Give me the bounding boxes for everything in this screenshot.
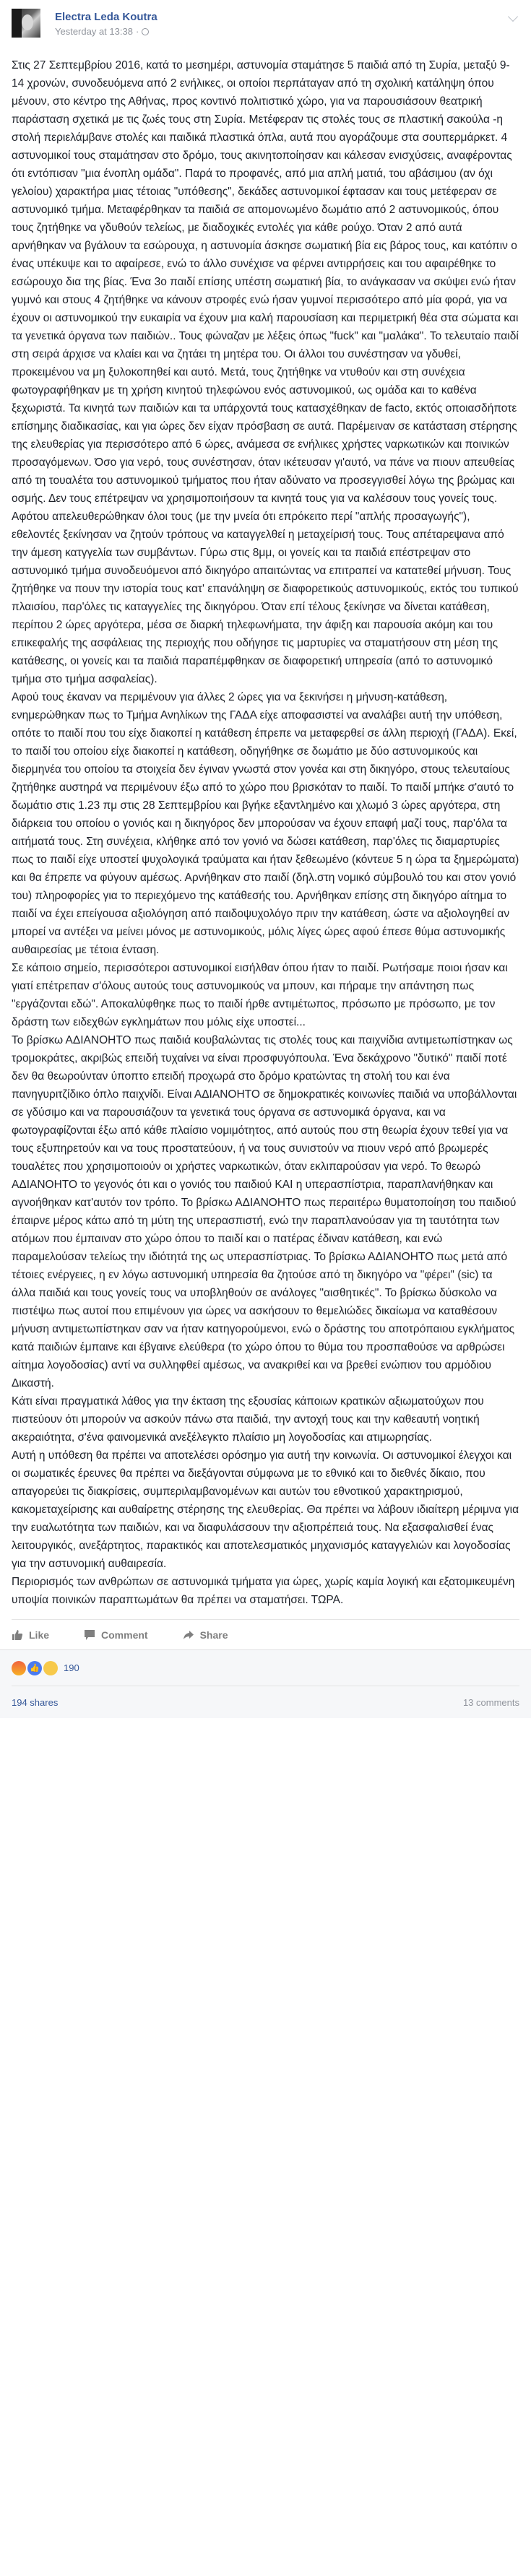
like-reaction-icon: 👍 [27, 1661, 42, 1675]
like-button[interactable] [12, 1629, 49, 1641]
post-footer [0, 1649, 531, 1718]
stats-row [12, 1686, 519, 1718]
share-label: Share [199, 1629, 228, 1641]
post-paragraph: Περιορισμός των ανθρώπων σε αστυνομικά τμήματα για ώρες, χωρίς καμία λογική και εξατομικευμένη υποψία ποινικών παραπτωμάτων θα πρέπει να σταματήσει. ΤΩΡΑ. [12, 1576, 515, 1606]
share-arrow-icon [183, 1629, 194, 1641]
timestamp-row [55, 25, 157, 38]
chevron-down-icon[interactable] [508, 12, 518, 22]
comments-link[interactable]: 13 comments [462, 1696, 519, 1708]
timestamp[interactable]: Yesterday at 13:38 [55, 26, 133, 37]
post-paragraph: Αφού τους έκαναν να περιμένουν για άλλες 2 ώρες για να ξεκινήσει η μήνυση-κατάθεση, ενημερώθηκαν πως το Τμήμα Ανηλίκων της ΓΑΔΑ είχε αποφασιστεί να αναλάβει αυτή την υπόθεση, οπότε το παιδί που του είχε διακοπεί η κατάθεση έπρεπε να μεταφερθεί σε άλλη περιοχή (ΓΑΔΑ). Εκεί, το παιδί του οποίου είχε διακοπεί η κατάθεση, οδηγήθηκε σε δωμάτιο με δύο αστυνομικούς και διερμηνέα του οποίου τα στοιχεία δεν έγιναν γνωστά στον γονέα και στη δικηγόρο, στους τελευταίους ζητήθηκε αυστηρά να περιμένουν έξω από το χώρο που βρισκόταν το παιδί. Το παιδί μπήκε σ'αυτό το δωμάτιο στις 1.23 πμ στις 28 Σεπτεμβρίου και βγήκε εξαντλημένο και χλωμό 3 ώρες αργότερα, στη διάρκεια του οποίου ο γονιός και η δικηγόρος δεν μπορούσαν να έχουν επαφή μαζί τους, παρ'όλα τα αιτήματά τους. Στη συνέχεια, κλήθηκε από τον γονιό να δώσει κατάθεση, παρ'όλες τις διαμαρτυρίες πως το παιδί είχε υποστεί ψυχολογικά τραύματα και ήταν ξεθεωμένο (κόντευε 5 η ώρα τα ξημερώματα) και θα έπρεπε να φύγουν αμέσως. Αρνήθηκαν στο παιδί (δηλ.στη νομικό σύμβουλό του και στον γονιό του) πληροφορίες για το περιεχόμενο της κατάθεσής του. Αρνήθηκαν επίσης στη δικηγόρο αίτημα το παιδί να έχει επείγουσα αξιολόγηση από παιδοψυχολόγο πριν την κατάθεση, ώστε να αξιολογηθεί αν μπορεί να αντέξει να μείνει μόνος με αστυνομικούς, μόλις λίγες ώρες αφού έπεσε θύμα αστυνομικής αυθαιρεσίας με τέτοια ένταση. [12, 691, 519, 956]
separator: · [135, 26, 139, 37]
sad-reaction-icon [43, 1661, 58, 1675]
globe-privacy-icon[interactable] [142, 28, 149, 35]
thumbs-up-icon [12, 1629, 23, 1641]
reaction-count[interactable]: 190 [64, 1662, 79, 1673]
author-avatar[interactable] [12, 9, 40, 38]
share-button[interactable] [183, 1629, 228, 1641]
post-paragraph: Το βρίσκω ΑΔΙΑΝΟΗΤΟ πως παιδιά κουβαλώντας τις στολές τους και παιχνίδια αντιμετωπίστηκαν ως τρομοκράτες, ακριβώς επειδή τυχαίνει να είναι προσφυγόπουλα. Ένα δεκάχρονο "δυτικό" παιδί ποτέ δεν θα θεωρούνταν ύποπτο επειδή προχωρά στο δρόμο κρατώντας τη στολή του και ένα πανηγυριτζίδικο όπλο παιχνίδι. Είναι ΑΔΙΑΝΟΗΤΟ σε δημοκρατικές κοινωνίες παιδιά να υποβάλλονται σε γδύσιμο και να παρουσιάζουν τα γενετικά τους όργανα σε αστυνομικά όργανα, και να φωτογραφίζονται έξω από κάθε πλαίσιο νομιμότητος, από αυτούς που στη θεωρία έχουν τεθεί για να τους εξυπηρετούν και να τους προστατεύουν, ή να τους συνιστούν να πιουν νερό από βρωμερές τουαλέτες που χρησιμοποιούν οι χρήστες ναρκωτικών, όταν εκλιπαρούσαν για νερό. Το θεωρώ ΑΔΙΑΝΟΗΤΟ το γεγονός ότι και ο γονιός του παιδιού ΚΑΙ η υπερασπίστρια, παραπλανήθηκαν και αγνοήθηκαν κατ'αυτόν τον τρόπο. Το βρίσκω ΑΔΙΑΝΟΗΤΟ πως περαιτέρω θυματοποίηση του παιδιού έπαιρνε μέρος κάτω από τη μύτη της υπερασπιστή, ενώ την παραπλανούσαν για τη ταυτότητα των ατόμων που έμπαιναν στο χώρο όπου το παιδί και ο πατέρας έδιναν κατάθεση, και ενώ παραμελούσαν τελείως την ιδιότητά της ως υπερασπίστριας. Το βρίσκω ΑΔΙΑΝΟΗΤΟ πως μετά από τέτοιες ενέργειες, η εν λόγω αστυνομική υπηρεσία θα ζητούσε από τη δικηγόρο να "φέρει" (sic) τα άλλα παιδιά και τους γονείς τους να υποβληθούν σε ανάλογες "αισθητικές". Το βρίσκω δύσκολο να πιστέψω πως αυτοί που επιμένουν για ώρες να ασκήσουν το θεμελιώδες δικαίωμα να καταθέσουν μήνυση αντιμετωπίστηκαν σαν να ήταν κατηγορούμενοι, ενώ ο δράστης του αποτρόπαιου εγκλήματος κατά παιδιών έμπαινε και έβγαινε ελεύθερα (το χώρο όπου το θύμα του προσπαθούσε να αρθρώσει αίτημα λογοδοσίας) αντί να συλληφθεί αμέσως, να ανακριθεί και να βρεθεί ενώπιον του αρμόδιου Δικαστή. [12, 1034, 517, 1389]
post-paragraph: Στις 27 Σεπτεμβρίου 2016, κατά το μεσημέρι, αστυνομία σταμάτησε 5 παιδιά από τη Συρία, μεταξύ 9-14 χρονών, συνοδευόμενα από 2 ενήλικες, οι οποίοι περπάταγαν από τη σχολική κατάληψη όπου μένουν, στο κέντρο της Αθήνας, προς κοντινό πολιτιστικό χώρο, για να παρουσιάσουν θεατρική παράσταση σχετικά με τις ζωές τους στη Συρία. Μετέφεραν τις στολές τους σε πλαστική σακούλα -η στολή περιελάμβανε στολές και παιδικά πλαστικά όπλα, αυτά που αγοράζουμε στα σουπερμάρκετ. 4 αστυνομικοί τους σταμάτησαν στο δρόμο, τους ακινητοποίησαν και κάλεσαν ενισχύσεις, αναφέροντας ότι εντόπισαν "μια ένοπλη ομάδα". Παρά το προφανές, από μια απλή ματιά, του αβάσιμου (αν όχι γελοίου) χαρακτήρα μιας τέτοιας "υπόθεσης", δεκάδες αστυνομικοί έφτασαν και τους μετέφεραν σε αστυνομικό τμήμα. Μεταφέρθηκαν τα παιδιά σε απομονωμένο δωμάτιο από 2 αστυνομικούς, όπου τους ζητήθηκε να γδυθούν τελείως, με διαδοχικές εντολές για κάθε ρούχο. Όταν 2 από αυτά αρνήθηκαν να βγάλουν τα εσώρουχα, η αστυνομία άσκησε σωματική βία εις βάρος τους, και κατόπιν ο ένας υπέκυψε και το αφαίρεσε, ενώ το άλλο συνέχισε να φέρνει αντιρρήσεις και του αφαιρέθηκε το εσώρουχο δια της βίας. Ένα 3ο παιδί επίσης υπέστη σωματική βία, το ανάγκασαν να σκύψει ενώ ήταν γυμνό και στους 4 ζητήθηκε να κάνουν στροφές ενώ ήσαν γυμνοί περισσότερο από μία φορά, για να έχουν οι αστυνομικού την ευκαιρία να έχουν μια καλή παρουσίαση και περιμετρική θέα στα σώματα και τα γενετικά όργανα των παιδιών.. Τους φώναζαν με λέξεις όπως "fuck" και "μαλάκα". Το τελευταίο παιδί στη σειρά άρχισε να κλαίει και να ζητάει τη μητέρα του. Οι άλλοι του συνέστησαν να γδυθεί, προκειμένου να μη ξυλοκοπηθεί και αυτό. Μετά, τους ζητήθηκε να ντυθούν και στη συνέχεια φωτογραφήθηκαν με τη χρήση κινητού τηλεφώνου ενός αστυνομικού, ως ομάδα και το καθένα ξεχωριστά. Τα κινητά των παιδιών και τα υπάρχοντά τους κατασχέθηκαν de facto, εκτός οποιασδήποτε επίσημης διαδικασίας, και για ώρες δεν είχαν πρόσβαση σε αυτά. Παρέμειναν σε κατάσταση στέρησης της ελευθερίας για περισσότερο από 6 ώρες, ανάμεσα σε ενήλικες χρήστες ναρκωτικών και ποινικών προσαγόμενων. Όσο για νερό, τους συνέστησαν, όταν ικέτευσαν γι'αυτό, να πάνε να πιουν απευθείας από τη τουαλέτα του αστυνομικού τμήματος που ήταν αδύνατο να προσεγγισθεί λόγω της βρώμας και οσμής. Δεν τους επέτρεψαν να χρησιμοποιήσουν τα κινητά τους για να καλέσουν τους γονείς τους. [12, 59, 519, 505]
post-header [0, 0, 531, 56]
shares-link[interactable]: 194 shares [12, 1696, 59, 1708]
post-paragraph: Αυτή η υπόθεση θα πρέπει να αποτελέσει ορόσημο για αυτή την κοινωνία. Οι αστυνομικοί έλεγχοι και οι σωματικές έρευνες θα πρέπει να διεξάγονται σύμφωνα με το εθνικό και το διεθνές δίκαιο, που απαγορεύει τις διακρίσεις, συμπεριλαμβανομένων και αυτών του εθνοτικού χαρακτηρισμού, κακομεταχείρισης και αυθαίρετης στέρησης της ελευθερίας. Θα πρέπει να λάβουν ιδιαίτερη μέριμνα για την ευαλωτότητα των παιδιών, και να διαφυλάσσουν την αξιοπρέπειά τους. Να εξασφαλισθεί ένας λειτουργικός, ανεξάρτητος, παρακτικός και αποτελεσματικός μηχανισμός καταγγελιών και λογοδοσίας για την αστυνομική αυθαιρεσία. [12, 1449, 519, 1570]
reactions-row[interactable] [12, 1650, 519, 1686]
post-meta [55, 9, 157, 56]
comment-button[interactable] [84, 1629, 148, 1641]
post-body [0, 56, 531, 1609]
post-paragraph: Κάτι είναι πραγματικά λάθος για την έκταση της εξουσίας κάποιων κρατικών αξιωματούχων που πιστεύουν ότι μπορούν να ασκούν πάνω στα παιδιά, την αντοχή τους και την καθεαυτή νοητική ακεραιότητα, σ'ένα φαινομενικά ανεξέλεγκτο πλαίσιο μη λογοδοσίας και ατιμωρησίας. [12, 1395, 484, 1444]
post-paragraph: Σε κάποιο σημείο, περισσότεροι αστυνομικοί εισήλθαν όπου ήταν το παιδί. Ρωτήσαμε ποιοι ήσαν και γιατί επέτρεπαν σ'όλους αυτούς τους αστυνομικούς να μπουν, και πήραμε την απάντηση πως "εργάζονται εδώ". Αποκαλύφθηκε πως το παιδί ήρθε αντιμέτωπος, πρόσωπο με πρόσωπο, με τον δράστη των ειδεχθών εγκλημάτων που μόλις είχε υποστεί... [12, 962, 508, 1028]
comment-bubble-icon [84, 1629, 95, 1641]
angry-reaction-icon [12, 1661, 26, 1675]
author-name-link[interactable]: Electra Leda Koutra [55, 11, 157, 23]
comment-label: Comment [101, 1629, 148, 1641]
post-paragraph: Αφότου απελευθερώθηκαν όλοι τους (με την μνεία ότι επρόκειτο περί "απλής προσαγωγής"), εθελοντές ξεκίνησαν να ζητούν τρόπους να καταγγελθεί η μεταχείρισή τους. Τους απέταρεψανα από την άμεση κατγγελία των συμβάντων. Γύρω στις 8μμ, οι γονείς και τα παιδιά επέστρεψαν στο αστυνομικό τμήμα συνοδευόμενοι από δικηγόρο απαιτώντας να επιτραπεί να κατατεθεί μήνυση. Τους ζητήθηκε να πουν την ιστορία τους κατ' επανάληψη σε διαφορετικούς αστυνομικούς, εκτός του τυπικού πλαισίου, παρ'όλες τις καταγγελίες της δικηγόρου. Όταν επί τέλους ξεκίνησε να δίνεται κατάθεση, περίπου 2 ώρες αργότερα, μέσα σε διαρκή τηλεφωνήματα, την άφιξη και παρουσία ακόμη και του επικεφαλής της ασφάλειας της περιοχής που οδήγησε τις μαρτυρίες να σταματήσουν στη μέση της κατάθεσης, οι γονείς και τα παιδιά παραπέμφθηκαν σε διαφορετική υπηρεσία (από το αστυνομικό τμήμα στο τμήμα ασφαλείας). [12, 511, 519, 685]
like-label: Like [29, 1629, 50, 1641]
post-actions-bar [12, 1619, 519, 1649]
